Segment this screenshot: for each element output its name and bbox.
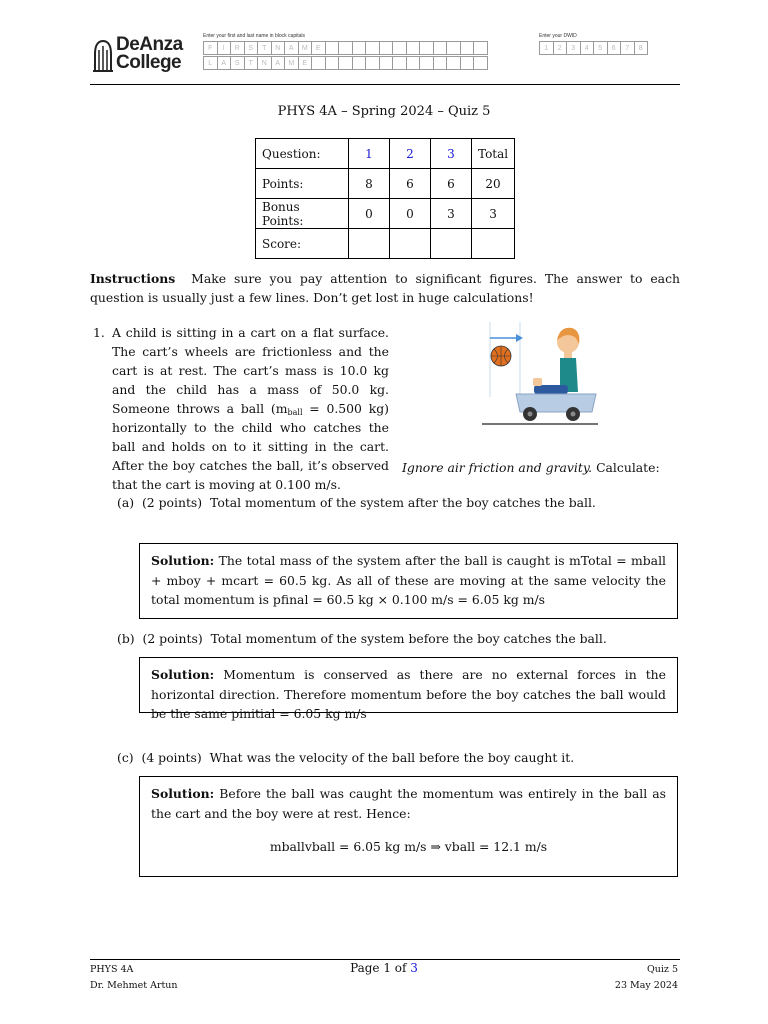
letter-box[interactable]: 8 bbox=[634, 41, 649, 55]
letter-box[interactable]: A bbox=[271, 56, 286, 70]
letter-box[interactable]: 1 bbox=[539, 41, 554, 55]
table-row bbox=[256, 139, 515, 169]
letter-box[interactable]: R bbox=[230, 41, 245, 55]
solution-label: Solution: bbox=[151, 786, 215, 801]
letter-box[interactable] bbox=[338, 56, 353, 70]
solution-box-a bbox=[139, 543, 678, 619]
letter-box[interactable] bbox=[446, 56, 461, 70]
letter-box[interactable] bbox=[379, 41, 394, 55]
solution-text: Momentum is conserved as there are no external forces in the horizontal direction. Therefore momentum before the boy catches the ball would be the same pinitial = 6.05 kg m/s bbox=[151, 667, 666, 721]
letter-box[interactable] bbox=[460, 56, 475, 70]
letter-box[interactable] bbox=[419, 56, 434, 70]
footer-page-number: Page 1 of 3 bbox=[350, 961, 418, 975]
solution-equation: mballvball = 6.05 kg m/s ⇒ vball = 12.1 m/s bbox=[269, 839, 548, 854]
letter-box[interactable] bbox=[392, 41, 407, 55]
solution-box-b bbox=[139, 657, 678, 721]
score-cell[interactable] bbox=[472, 229, 515, 259]
letter-box[interactable] bbox=[392, 56, 407, 70]
letter-box[interactable] bbox=[406, 41, 421, 55]
score-cell[interactable] bbox=[390, 229, 431, 259]
table-cell: Bonus Points: bbox=[256, 199, 349, 229]
part-a-question: (a) (2 points) Total momentum of the system after the boy catches the ball. bbox=[117, 495, 596, 510]
question-text-cont: ($m_{ball} = 0.500$ kg) horizontally to the child who catches the ball and holds on to it sitting in the cart. After the boy catches the ball, it’s observed that the cart is moving at 0.100 m/s. bbox=[112, 401, 389, 492]
instructions-text: Make sure you pay attention to significant figures. The answer to each question is usually just a few lines. Don’t get lost in huge calculations! bbox=[90, 271, 680, 305]
question-text-main: A child is sitting in a cart on a flat surface. The cart’s wheels are frictionless and the cart is at rest. The cart’s mass is 10.0 kg and the child has a mass of 50.0 kg. Someone throws a ball bbox=[112, 325, 389, 416]
solution-text: Before the ball was caught the momentum was entirely in the ball as the cart and the boy were at rest. Hence: bbox=[151, 786, 666, 821]
part-b-question: (b) (2 points) Total momentum of the system before the boy catches the ball. bbox=[117, 631, 607, 646]
footer-divider bbox=[90, 959, 680, 960]
letter-box[interactable]: 4 bbox=[580, 41, 595, 55]
letter-box[interactable] bbox=[352, 41, 367, 55]
letter-box[interactable] bbox=[473, 56, 488, 70]
table-cell: 8 bbox=[349, 169, 390, 199]
table-cell: 0 bbox=[349, 199, 390, 229]
table-cell[interactable]: 1 bbox=[349, 139, 390, 169]
table-cell: 6 bbox=[390, 169, 431, 199]
letter-box[interactable]: A bbox=[217, 56, 232, 70]
last-name-grid[interactable] bbox=[203, 56, 487, 70]
table-cell: Question: bbox=[256, 139, 349, 169]
instructions-label: Instructions bbox=[90, 271, 176, 286]
score-cell[interactable] bbox=[349, 229, 390, 259]
letter-box[interactable] bbox=[406, 56, 421, 70]
name-hint: Enter your first and last name in block capitals bbox=[203, 33, 305, 39]
calculate-note bbox=[402, 458, 660, 477]
page-title: PHYS 4A – Spring 2024 – Quiz 5 bbox=[277, 104, 491, 119]
solution-text: The total mass of the system after the ball is caught is mTotal = mball + mboy + mcart = 60.5 kg. As all of these are moving at the same velocity the total momentum is pfinal = 60.5 kg × 0.100 m/s = 6.05 kg m/s bbox=[151, 553, 666, 607]
footer-date: 23 May 2024 bbox=[614, 980, 678, 991]
instructions bbox=[90, 269, 680, 307]
points-table bbox=[255, 138, 515, 259]
letter-box[interactable] bbox=[352, 56, 367, 70]
first-name-grid[interactable] bbox=[203, 41, 487, 55]
letter-box[interactable]: S bbox=[244, 41, 259, 55]
letter-box[interactable]: E bbox=[311, 41, 326, 55]
table-cell: 3 bbox=[472, 199, 515, 229]
table-cell: 6 bbox=[431, 169, 472, 199]
letter-box[interactable]: A bbox=[284, 41, 299, 55]
letter-box[interactable]: M bbox=[298, 41, 313, 55]
letter-box[interactable] bbox=[433, 56, 448, 70]
table-cell[interactable]: 3 bbox=[431, 139, 472, 169]
id-hint: Enter your DWID bbox=[539, 33, 577, 39]
letter-box[interactable] bbox=[460, 41, 475, 55]
score-cell[interactable] bbox=[431, 229, 472, 259]
table-cell: Total bbox=[472, 139, 515, 169]
part-c-question: (c) (4 points) What was the velocity of the ball before the boy caught it. bbox=[117, 750, 575, 765]
letter-box[interactable] bbox=[419, 41, 434, 55]
letter-box[interactable] bbox=[311, 56, 326, 70]
college-logo bbox=[92, 36, 192, 78]
total-pages-link[interactable]: 3 bbox=[410, 961, 418, 975]
calculate-note-rest: Calculate: bbox=[592, 460, 660, 475]
letter-box[interactable]: 3 bbox=[566, 41, 581, 55]
letter-box[interactable] bbox=[325, 56, 340, 70]
college-logo-icon bbox=[92, 38, 114, 74]
table-cell[interactable]: 2 bbox=[390, 139, 431, 169]
footer-quiz: Quiz 5 bbox=[646, 964, 678, 975]
question-text bbox=[112, 323, 389, 494]
question-number: 1. bbox=[93, 325, 105, 340]
table-cell: 3 bbox=[431, 199, 472, 229]
letter-box[interactable]: F bbox=[203, 41, 218, 55]
letter-box[interactable] bbox=[338, 41, 353, 55]
table-cell: 20 bbox=[472, 169, 515, 199]
footer-course: PHYS 4A bbox=[90, 964, 134, 975]
letter-box[interactable] bbox=[433, 41, 448, 55]
solution-label: Solution: bbox=[151, 553, 215, 568]
letter-box[interactable]: L bbox=[203, 56, 218, 70]
letter-box[interactable]: S bbox=[230, 56, 245, 70]
letter-box[interactable] bbox=[325, 41, 340, 55]
letter-box[interactable]: I bbox=[217, 41, 232, 55]
letter-box[interactable] bbox=[379, 56, 394, 70]
cart-child-illustration bbox=[480, 322, 600, 430]
letter-box[interactable]: 5 bbox=[593, 41, 608, 55]
solution-label: Solution: bbox=[151, 667, 215, 682]
college-name bbox=[116, 36, 183, 72]
letter-box[interactable]: 7 bbox=[620, 41, 635, 55]
table-row bbox=[256, 169, 515, 199]
letter-box[interactable]: T bbox=[244, 56, 259, 70]
letter-box[interactable]: 6 bbox=[607, 41, 622, 55]
student-id-grid[interactable] bbox=[539, 41, 647, 55]
letter-box[interactable] bbox=[365, 56, 380, 70]
footer-instructor: Dr. Mehmet Artun bbox=[90, 980, 178, 991]
table-cell: Score: bbox=[256, 229, 349, 259]
table-cell: 0 bbox=[390, 199, 431, 229]
calculate-note-italic: Ignore air friction and gravity. bbox=[402, 460, 593, 475]
letter-box[interactable] bbox=[365, 41, 380, 55]
header-divider bbox=[90, 84, 680, 85]
table-row bbox=[256, 199, 515, 229]
letter-box[interactable]: M bbox=[284, 56, 299, 70]
table-row bbox=[256, 229, 515, 259]
college-name-line1: DeAnza bbox=[116, 34, 183, 55]
letter-box[interactable]: N bbox=[257, 56, 272, 70]
college-name-line2: College bbox=[116, 52, 182, 73]
letter-box[interactable] bbox=[446, 41, 461, 55]
letter-box[interactable]: T bbox=[257, 41, 272, 55]
letter-box[interactable]: E bbox=[298, 56, 313, 70]
table-cell: Points: bbox=[256, 169, 349, 199]
solution-box-c bbox=[139, 776, 678, 877]
footer-right bbox=[580, 962, 678, 994]
letter-box[interactable]: N bbox=[271, 41, 286, 55]
letter-box[interactable] bbox=[473, 41, 488, 55]
letter-box[interactable]: 2 bbox=[553, 41, 568, 55]
